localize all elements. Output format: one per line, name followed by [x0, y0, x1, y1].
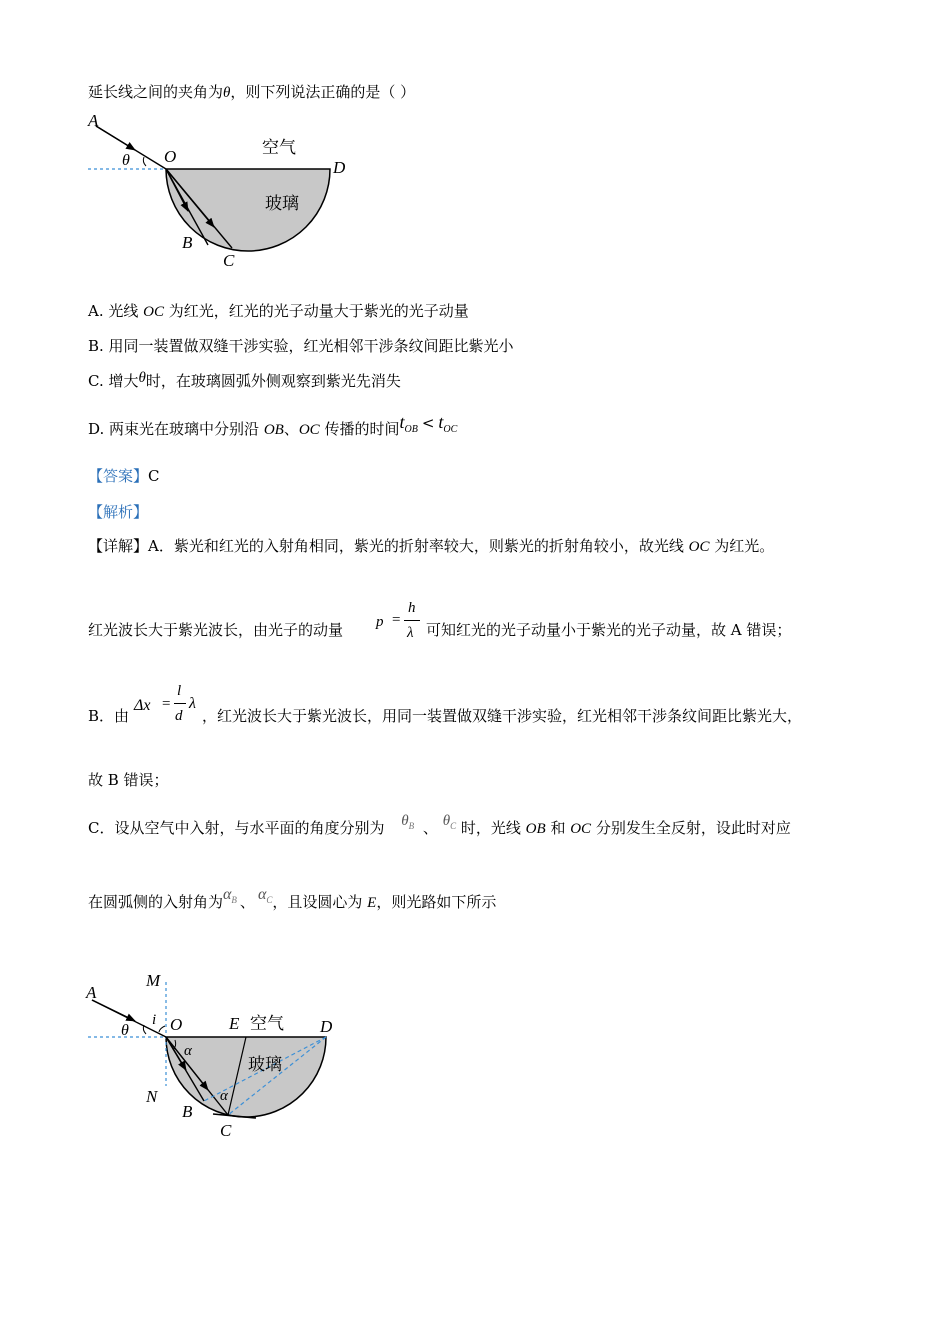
label2-alpha-top: α [184, 1043, 192, 1059]
label-O: O [164, 147, 177, 166]
option-c[interactable]: C. 增大θ时，在玻璃圆弧外侧观察到紫光先消失 [88, 370, 401, 390]
detail-b-line2: 故 B 错误； [88, 771, 169, 789]
detail-c-line1: C．设从空气中入射，与水平面的角度分别为 $\theta_B$ 、 $\theta_C$ 时，光线 OB 和 OC 分别发生全反射，设此时对应 [88, 813, 791, 837]
detail-c-line2: 在圆弧侧的入射角为$\alpha_B$ 、 $\alpha_C$，且设圆心为 E，则光路如下所示 [88, 886, 497, 911]
label2-glass: 玻璃 [248, 1055, 282, 1075]
label2-D: D [320, 1017, 333, 1036]
figure-light-path [80, 966, 350, 1146]
label2-i: i [152, 1012, 157, 1028]
label2-alpha-bottom: α [220, 1088, 228, 1104]
figure-semicircle-glass [80, 110, 370, 275]
detail-a-line2: 红光波长大于紫光波长，由光子的动量 p = h λ 可知红光的光子动量小于紫光的光子动量，故 A 错误； [88, 600, 792, 641]
label-glass: 玻璃 [265, 194, 299, 214]
label2-air: 空气 [250, 1014, 284, 1034]
label2-B: B [182, 1102, 193, 1121]
label-B: B [182, 233, 193, 252]
label2-theta: θ [121, 1022, 129, 1039]
answer: 【答案】C [88, 467, 160, 485]
analysis-heading: 【解析】 [88, 503, 149, 521]
label-C: C [223, 251, 235, 270]
label-D: D [333, 158, 346, 177]
option-b[interactable]: B. 用同一装置做双缝干涉实验，红光相邻干涉条纹间距比紫光小 [88, 337, 514, 355]
label2-C: C [220, 1121, 232, 1140]
label-A: A [88, 111, 99, 130]
label2-E: E [229, 1014, 240, 1033]
label2-O: O [170, 1015, 183, 1034]
detail-a-line1: 【详解】A．紫光和红光的入射角相同，紫光的折射率较大，则紫光的折射角较小，故光线 OC 为红光。 [88, 537, 775, 555]
label2-A: A [86, 983, 97, 1002]
label-theta: θ [122, 152, 130, 169]
question-intro: 延长线之间的夹角为θ，则下列说法正确的是（ ） [88, 83, 416, 101]
label2-N: N [146, 1087, 158, 1106]
label2-M: M [146, 971, 161, 990]
label-air: 空气 [262, 138, 296, 158]
option-d[interactable]: D. 两束光在玻璃中分别沿 OB、OC 传播的时间$t_{OB} < t_{OC}$ [88, 412, 458, 438]
option-a[interactable]: A. 光线 OC 为红光，红光的光子动量大于紫光的光子动量 [88, 302, 469, 320]
